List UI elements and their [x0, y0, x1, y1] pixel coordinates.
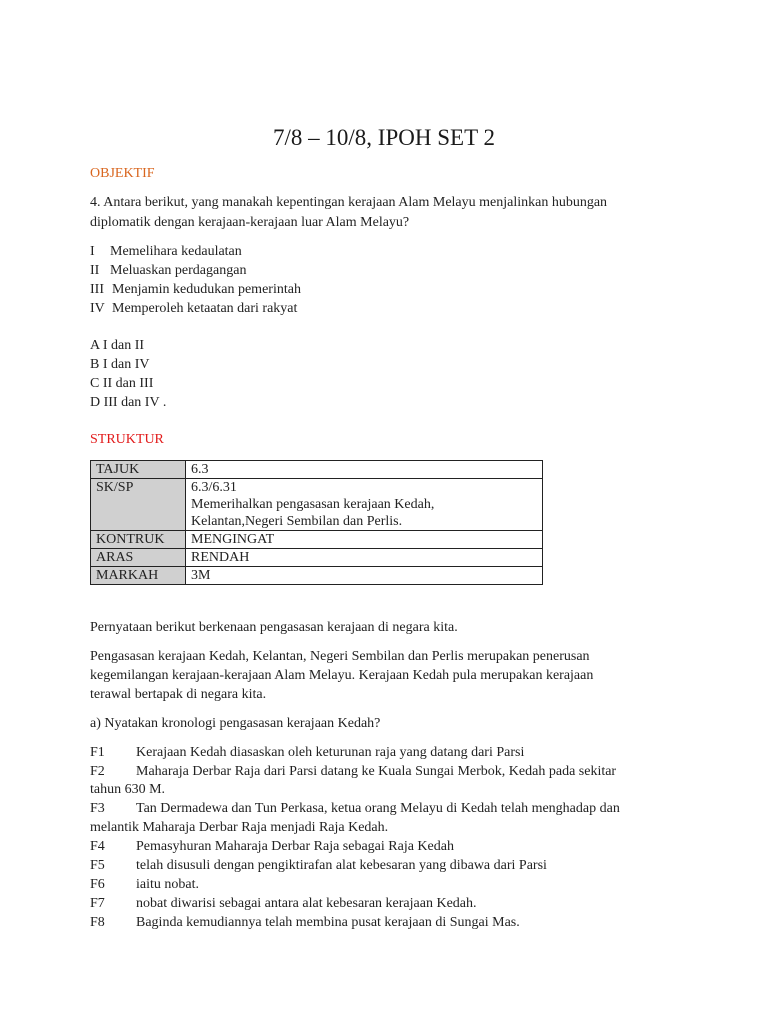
statement-num: III [90, 282, 104, 297]
fact-text: iaitu nobat. [136, 877, 199, 892]
statement-text: Meluaskan perdagangan [110, 263, 247, 278]
paragraph-line-3: terawal bertapak di negara kita. [90, 687, 267, 702]
table-row [91, 567, 543, 585]
fact-code: F4 [90, 839, 105, 854]
table-value-cell: RENDAH [186, 549, 543, 567]
fact-item [90, 894, 477, 913]
statement-text: Memperoleh ketaatan dari rakyat [112, 301, 298, 316]
statement-text: Menjamin kedudukan pemerintah [112, 282, 301, 297]
sksp-code: 6.3/6.31 [191, 480, 237, 495]
statement-num: II [90, 263, 100, 278]
table-value-cell: MENGINGAT [186, 531, 543, 549]
fact-code: F2 [90, 764, 105, 779]
statement-item [90, 242, 242, 261]
question-line-1: 4. Antara berikut, yang manakah kepentingan kerajaan Alam Melayu menjalinkan hubungan [90, 195, 608, 210]
statement-item [90, 280, 301, 299]
table-key-cell: SK/SP [91, 479, 186, 531]
fact-text: Tan Dermadewa dan Tun Perkasa, ketua orang Melayu di Kedah telah menghadap dan [136, 801, 620, 816]
table-value-cell: 6.3 [186, 461, 543, 479]
fact-code: F5 [90, 858, 105, 873]
paragraph-line-2: kegemilangan kerajaan-kerajaan Alam Melayu. Kerajaan Kedah pula merupakan kerajaan [90, 668, 594, 683]
fact-item [90, 837, 454, 856]
table-row [91, 479, 543, 531]
question-line-2: diplomatik dengan kerajaan-kerajaan luar Alam Melayu? [90, 215, 410, 230]
fact-text: nobat diwarisi sebagai antara alat kebesaran kerajaan Kedah. [136, 896, 477, 911]
statement-num: IV [90, 301, 105, 316]
fact-item [90, 856, 547, 875]
table-row [91, 549, 543, 567]
question-meta-table [90, 460, 543, 585]
table-key-cell: ARAS [91, 549, 186, 567]
fact-continuation: tahun 630 M. [90, 782, 166, 797]
sksp-desc-line-2: Kelantan,Negeri Sembilan dan Perlis. [191, 514, 403, 529]
table-key-cell: MARKAH [91, 567, 186, 585]
fact-item [90, 913, 520, 932]
table-row [91, 461, 543, 479]
fact-item [90, 743, 525, 762]
struktur-label: STRUKTUR [90, 432, 164, 447]
intro-text: Pernyataan berikut berkenaan pengasasan kerajaan di negara kita. [90, 620, 458, 635]
fact-code: F6 [90, 877, 105, 892]
fact-text: telah disusuli dengan pengiktirafan alat kebesaran yang dibawa dari Parsi [136, 858, 547, 873]
statement-text: Memelihara kedaulatan [110, 244, 242, 259]
fact-item [90, 799, 620, 818]
table-value-cell [186, 479, 543, 531]
statement-item [90, 299, 298, 318]
fact-text: Pemasyhuran Maharaja Derbar Raja sebagai Raja Kedah [136, 839, 454, 854]
table-key-cell: KONTRUK [91, 531, 186, 549]
table-key-cell: TAJUK [91, 461, 186, 479]
table-row [91, 531, 543, 549]
fact-continuation: melantik Maharaja Derbar Raja menjadi Raja Kedah. [90, 820, 389, 835]
statement-item [90, 261, 247, 280]
objektif-label: OBJEKTIF [90, 166, 155, 181]
sksp-desc-line-1: Memerihalkan pengasasan kerajaan Kedah, [191, 497, 435, 512]
fact-code: F1 [90, 745, 105, 760]
option-c: C II dan III [90, 376, 154, 391]
fact-code: F7 [90, 896, 105, 911]
fact-text: Baginda kemudiannya telah membina pusat kerajaan di Sungai Mas. [136, 915, 520, 930]
page-title: 7/8 – 10/8, IPOH SET 2 [273, 125, 495, 150]
statement-num: I [90, 244, 95, 259]
fact-text: Maharaja Derbar Raja dari Parsi datang ke Kuala Sungai Merbok, Kedah pada sekitar [136, 764, 617, 779]
option-a: A I dan II [90, 338, 145, 353]
fact-code: F3 [90, 801, 105, 816]
table-value-cell: 3M [186, 567, 543, 585]
option-b: B I dan IV [90, 357, 150, 372]
option-d: D III dan IV . [90, 395, 167, 410]
fact-code: F8 [90, 915, 105, 930]
paragraph-line-1: Pengasasan kerajaan Kedah, Kelantan, Negeri Sembilan dan Perlis merupakan penerusan [90, 649, 590, 664]
fact-text: Kerajaan Kedah diasaskan oleh keturunan raja yang datang dari Parsi [136, 745, 525, 760]
fact-item [90, 875, 199, 894]
fact-item [90, 762, 617, 781]
question-a: a) Nyatakan kronologi pengasasan kerajaan Kedah? [90, 716, 381, 731]
